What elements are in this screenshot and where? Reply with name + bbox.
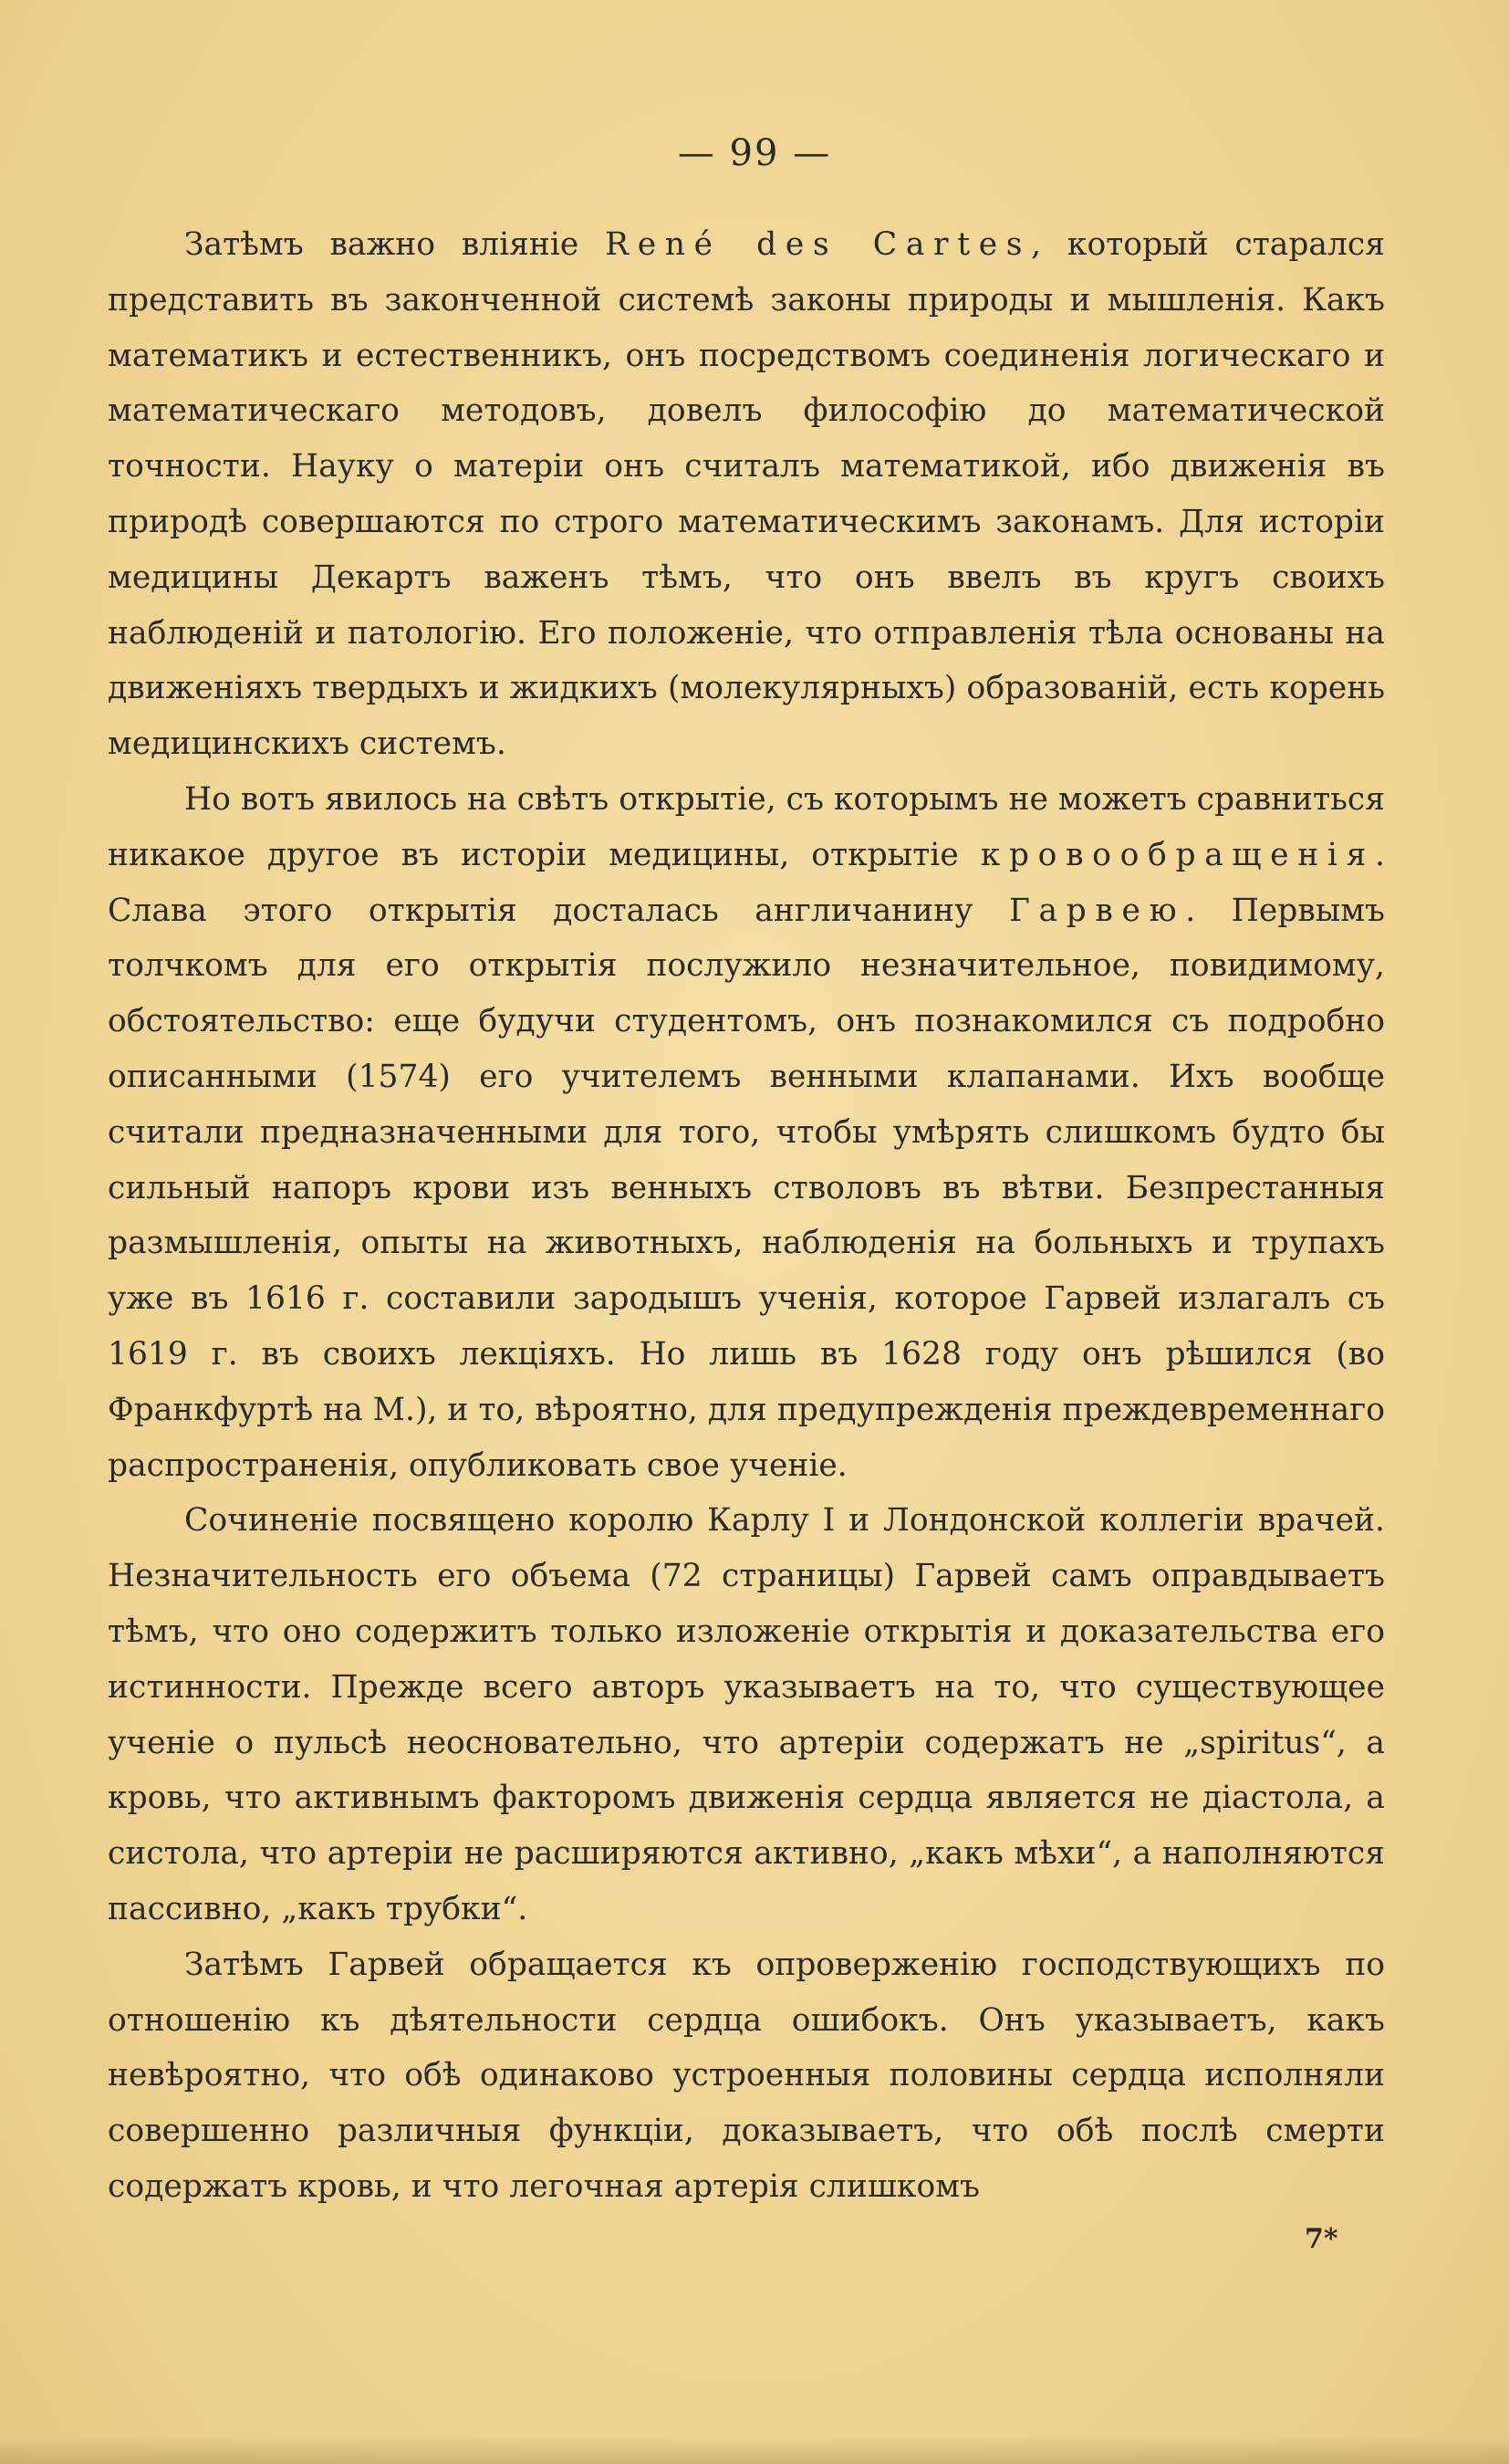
text-run: . Первымъ толчкомъ для его открытія послужило незначительное, повидимому, обстоятельство: еще будучи студентомъ, онъ познакомился съ подробно описанными (1574) его учителемъ венными клапанами. Ихъ вообще считали предназначенными для того, чтобы умѣрять слишкомъ будто бы сильный напоръ крови изъ венныхъ стволовъ въ вѣтви. Безпрестанныя размышленія, опыты на животныхъ, наблюденія на больныхъ и трупахъ уже въ 1616 г. составили зародышъ ученія, которое Гарвей излагалъ съ 1619 г. въ своихъ лекціяхъ. Но лишь въ 1628 году онъ рѣшился (во Франкфуртѣ на М.), и то, вѣроятно, для предупрежденія преждевременнаго распространенія, опубликовать свое ученіе. xyxy=(108,892,1385,1484)
spaced-name-run: Гарвею xyxy=(1008,892,1186,929)
paragraph xyxy=(108,1493,1385,1937)
paragraph xyxy=(108,217,1385,772)
text-run: Затѣмъ Гарвей обращается къ опроверженію господствующихъ по отношенію къ дѣятельности сердца ошибокъ. Онъ указываетъ, какъ невѣроятно, что обѣ одинаково устроенныя половины сердца исполняли совершенно различныя функціи, доказываетъ, что обѣ послѣ смерти содержатъ кровь, и что легочная артерія слишкомъ xyxy=(108,1946,1385,2205)
signature-mark: 7* xyxy=(1305,2223,1338,2255)
text-run: Сочиненіе посвящено королю Карлу I и Лондонской коллегіи врачей. Незначительность его объема (72 страницы) Гарвей самъ оправдываетъ тѣмъ, что оно содержитъ только изложеніе открытія и доказательства его истинности. Прежде всего авторъ указываетъ на то, что существующее ученіе о пульсѣ неосновательно, что артеріи содержатъ не „spiritus“, а кровь, что активнымъ факторомъ движенія сердца является не діастола, а систола, что артеріи не расширяются активно, „какъ мѣхи“, а наполняются пассивно, „какъ трубки“. xyxy=(108,1502,1385,1927)
page-number: — 99 — xyxy=(677,132,832,174)
text-run: . Слава этого открытія досталась англичанину xyxy=(108,836,1385,929)
text-run: , который старался представить въ законченной системѣ законы природы и мышленія. Какъ математикъ и естественникъ, онъ посредствомъ соединенія логическаго и математическаго методовъ, довелъ философію до математической точности. Науку о матеріи онъ считалъ математикой, ибо движенія въ природѣ совершаются по строго математическимъ законамъ. Для исторіи медицины Декартъ важенъ тѣмъ, что онъ ввелъ въ кругъ своихъ наблюденій и патологію. Его положеніе, что отправленія тѣла основаны на движеніяхъ твердыхъ и жидкихъ (молекулярныхъ) образованій, есть корень медицинскихъ системъ. xyxy=(108,226,1386,763)
paragraph xyxy=(108,772,1385,1493)
spaced-term-run: кровообращенія xyxy=(980,836,1376,873)
paragraph xyxy=(108,1937,1385,2215)
text-run: Затѣмъ важно вліяніе xyxy=(184,226,606,263)
page-edge-shadow xyxy=(0,2437,1509,2464)
spaced-name-run: René des Cartes xyxy=(605,226,1032,263)
body-text xyxy=(108,217,1385,2215)
text-run: Но вотъ явилось на свѣтъ открытіе, съ которымъ не можетъ сравниться никакое другое въ исторіи медицины, открытіе xyxy=(108,780,1385,873)
